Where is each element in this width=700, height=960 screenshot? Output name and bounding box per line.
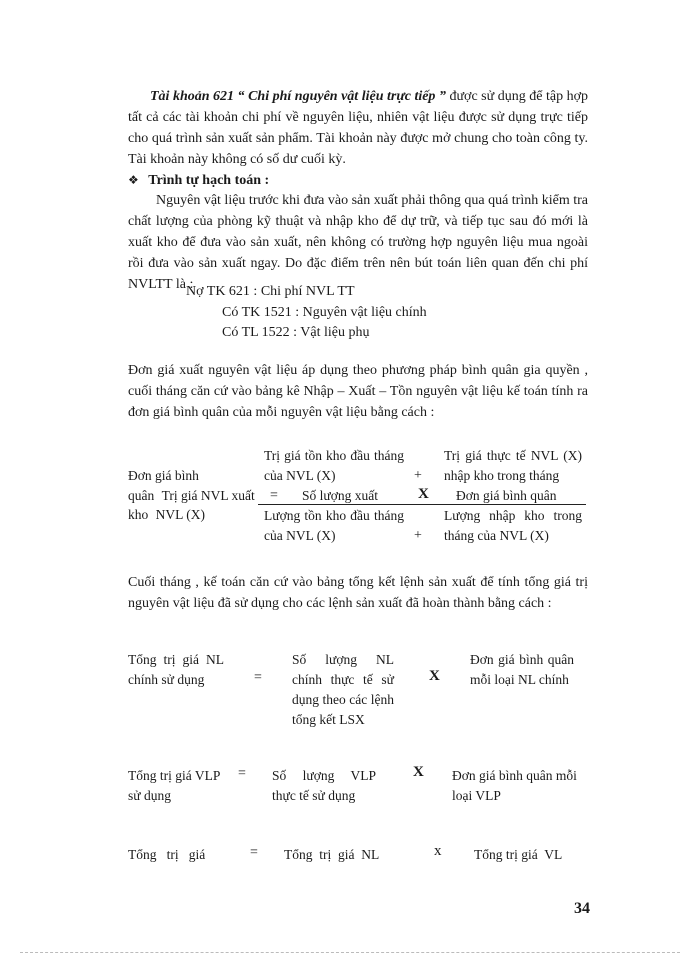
credit-entry-1522: Có TL 1522 : Vật liệu phụ — [222, 325, 370, 340]
f1-lhs-line3 — [128, 505, 205, 525]
section-heading-text: Trình tự hạch toán : — [148, 173, 270, 188]
f3-quantity: Số lượng VLP thực tế sử dụng — [272, 768, 376, 803]
f1-plus-bottom: + — [414, 528, 422, 543]
f1-opening-quantity: Lượng tồn kho đầu tháng của NVL (X) — [264, 508, 404, 543]
f4-lhs: Tổng trị giá — [128, 847, 206, 862]
f1-lhs-quan: quân — [128, 488, 155, 503]
f3-equals: = — [238, 766, 246, 781]
f2-times: X — [429, 668, 440, 684]
f1-lhs-value-label: Trị giá NVL xuất — [161, 488, 255, 503]
f1-times: X — [418, 486, 429, 502]
debit-entry: Nợ TK 621 : Chi phí NVL TT — [186, 284, 355, 299]
procedure-paragraph: Nguyên vật liệu trước khi đưa vào sản xuất phải thông qua quá trình kiểm tra chất lượng của phòng kỹ thuật và nhập kho để dự trữ, và tiếp tục sau đó mới là xuất kho để đưa vào sản xuất, nên không có trường hợp nguyên liệu mua ngoài rồi đưa vào sản xuất ngay. Do đặc điểm trên nên bút toán liên quan đến chi phí NVLTT là : — [128, 193, 588, 292]
diamond-bullet-icon: ❖ — [128, 173, 139, 187]
month-end-paragraph: Cuối tháng , kế toán căn cứ vào bảng tổng kết lệnh sản xuất để tính tổng giá trị nguyên vật liệu đã sử dụng cho các lệnh sản xuất đã hoàn thành bằng cách : — [128, 575, 588, 611]
page-bottom-divider — [20, 952, 680, 953]
f3-lhs: Tổng trị giá VLP sử dụng — [128, 768, 220, 803]
f1-purchase-quantity: Lượng nhập kho trong tháng của NVL (X) — [444, 508, 582, 543]
f1-lhs-line1: Đơn giá bình — [128, 468, 199, 483]
account-621-title: Tài khoản 621 “ Chi phí nguyên vật liệu trực tiếp ” — [150, 89, 446, 104]
f3-times: X — [413, 764, 424, 780]
f4-main-total: Tổng trị giá NL — [284, 847, 380, 862]
page-number: 34 — [574, 900, 590, 917]
f4-times: x — [434, 843, 442, 859]
f4-aux-total: Tổng trị giá VL — [474, 847, 563, 862]
intro-text: được sử dụng để tập hợp tất cả các tài khoản chi phí về nguyên liệu, nhiên vật liệu được sử dụng trực tiếp cho quá trình sản xuất sản phẩm. Tài khoản này được mở chung cho toàn công ty. Tài khoản này không có số dư cuối kỳ. — [128, 89, 588, 167]
f1-purchase-value: Trị giá thực tế NVL (X) nhập kho trong tháng — [444, 448, 582, 483]
f1-lhs-line2 — [128, 486, 255, 506]
f3-unit-price: Đơn giá bình quân mỗi loại VLP — [452, 768, 577, 803]
f2-unit-price: Đơn giá bình quân mỗi loại NL chính — [470, 652, 574, 687]
section-heading — [128, 170, 269, 191]
f2-equals: = — [254, 670, 262, 685]
f1-equals: = — [270, 488, 278, 503]
method-paragraph: Đơn giá xuất nguyên vật liệu áp dụng theo phương pháp bình quân gia quyền , cuối tháng căn cứ vào bảng kê Nhập – Xuất – Tồn nguyên vật liệu kế toán tính ra đơn giá bình quân của mỗi nguyên vật liệu bằng cách : — [128, 363, 588, 420]
credit-entry-1521: Có TK 1521 : Nguyên vật liệu chính — [222, 305, 427, 320]
f4-equals: = — [250, 845, 258, 860]
intro-paragraph — [128, 86, 588, 170]
f1-plus-top: + — [414, 468, 422, 483]
f1-lhs-nvl: NVL (X) — [155, 507, 205, 522]
f1-opening-value: Trị giá tồn kho đầu tháng của NVL (X) — [264, 448, 404, 483]
f1-lhs-kho: kho — [128, 507, 149, 522]
f2-quantity: Số lượng NL chính thực tế sử dụng theo các lệnh tổng kết LSX — [292, 652, 394, 727]
f1-average-price: Đơn giá bình quân — [456, 488, 557, 503]
f1-issue-quantity: Số lượng xuất — [302, 488, 378, 503]
f2-lhs: Tổng trị giá NL chính sử dụng — [128, 652, 224, 687]
